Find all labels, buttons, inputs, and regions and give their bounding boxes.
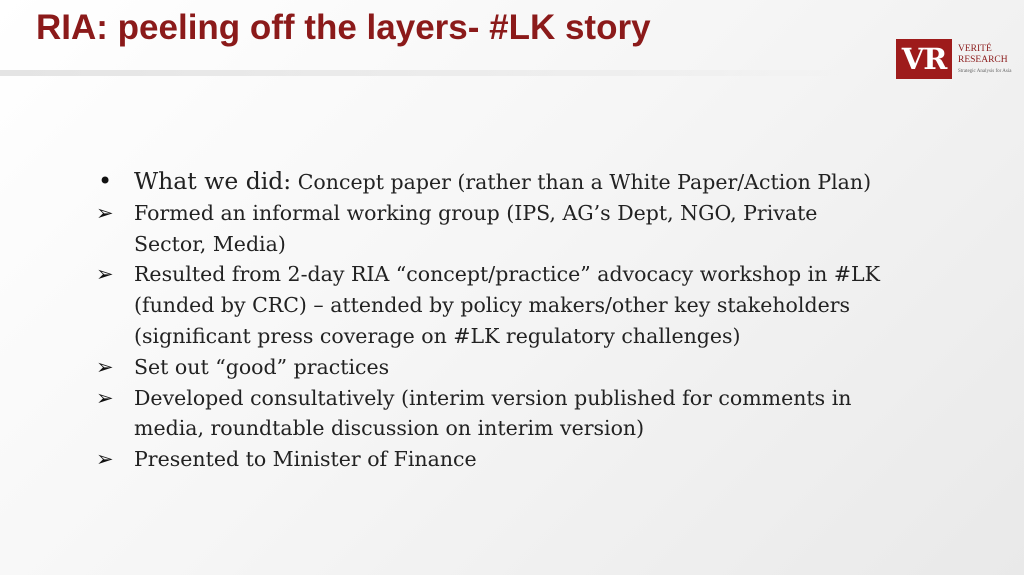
logo-tagline: Strategic Analysis for Asia <box>958 69 1012 74</box>
arrow-bullet-icon: ➢ <box>96 447 114 472</box>
slide-title: RIA: peeling off the layers- #LK story <box>36 8 651 47</box>
logo-wordmark <box>958 44 1008 66</box>
list-item-text: Developed consultatively (interim version published for comments in media, roundtable discussion on interim version) <box>134 385 852 441</box>
title-divider <box>0 70 850 76</box>
list-item <box>96 352 896 383</box>
list-item <box>96 259 896 351</box>
logo-line-1: VERITÉ <box>958 44 992 54</box>
bullet-list <box>96 166 896 475</box>
list-item-text: Resulted from 2-day RIA “concept/practice” advocacy workshop in #LK (funded by CRC) – attended by policy makers/other key stakeholders (significant press coverage on #LK regulatory challenges) <box>134 262 880 348</box>
lead-text: Concept paper (rather than a White Paper/Action Plan) <box>291 170 872 194</box>
list-item <box>96 444 896 475</box>
list-item <box>96 383 896 445</box>
arrow-bullet-icon: ➢ <box>96 262 114 287</box>
list-item-text: Formed an informal working group (IPS, AG’s Dept, NGO, Private Sector, Media) <box>134 200 818 256</box>
verite-research-logo <box>896 39 1014 79</box>
logo-mark: VR <box>896 39 952 79</box>
list-item-text: Set out “good” practices <box>134 354 390 379</box>
list-item-lead <box>96 166 896 198</box>
lead-label: What we did: <box>134 167 292 195</box>
list-item <box>96 198 896 260</box>
logo-line-2: RESEARCH <box>958 55 1008 65</box>
arrow-bullet-icon: ➢ <box>96 354 114 379</box>
bullet-dot-icon: • <box>98 167 113 195</box>
arrow-bullet-icon: ➢ <box>96 200 114 225</box>
arrow-bullet-icon: ➢ <box>96 385 114 410</box>
list-item-text: Presented to Minister of Finance <box>134 447 477 472</box>
